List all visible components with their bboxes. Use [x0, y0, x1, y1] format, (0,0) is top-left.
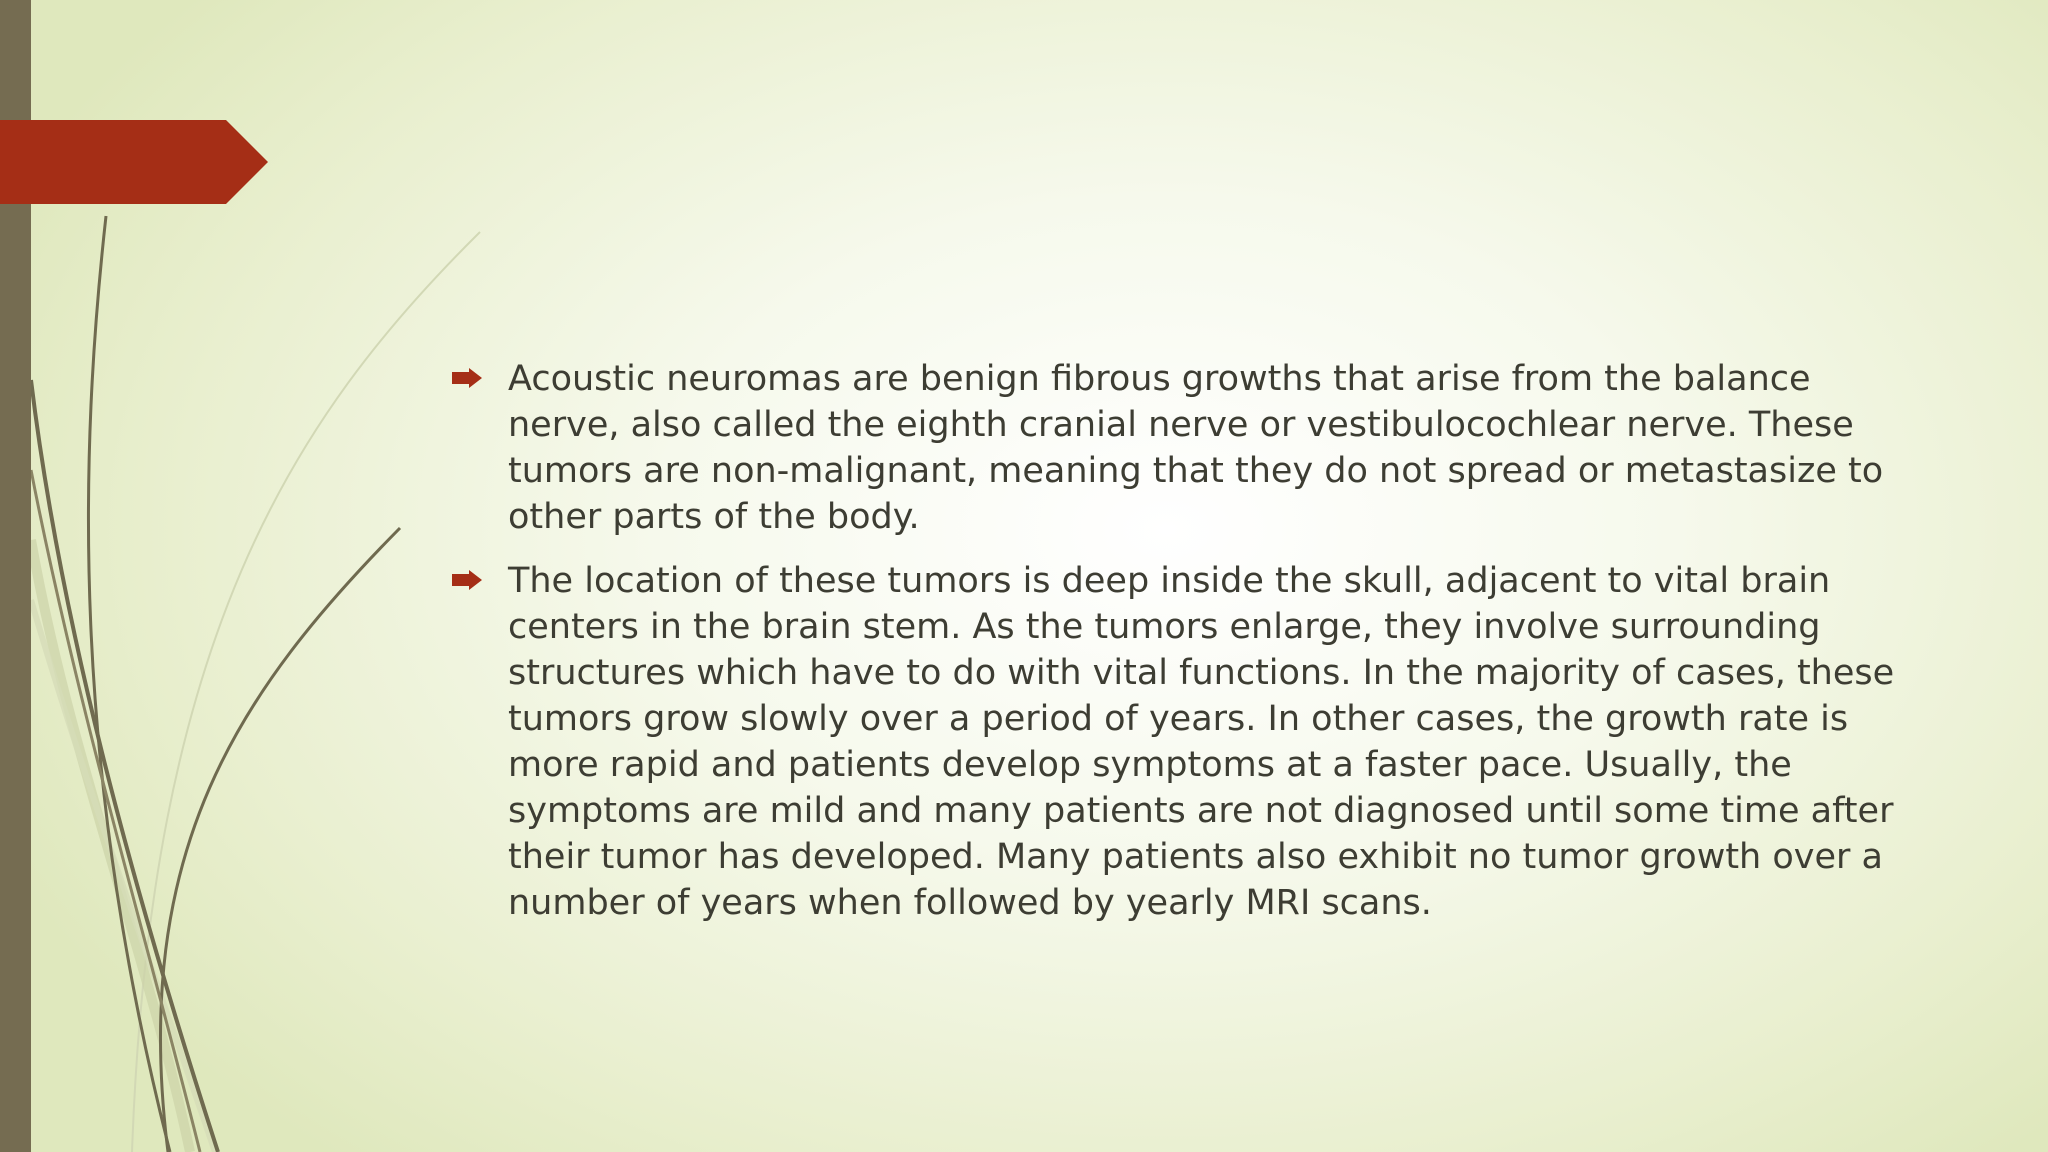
bullet-item [452, 356, 1922, 540]
bullet-item [452, 558, 1922, 926]
arrow-right-bullet-icon [452, 368, 482, 388]
bullet-text: The location of these tumors is deep inside the skull, adjacent to vital brain centers in the brain stem. As the tumors enlarge, they involve surrounding structures which have to do with vital functions. In the majority of cases, these tumors grow slowly over a period of years. In other cases, the growth rate is more rapid and patients develop symptoms at a faster pace. Usually, the symptoms are mild and many patients are not diagnosed until some time after their tumor has developed. Many patients also exhibit no tumor growth over a number of years when followed by yearly MRI scans. [508, 561, 1895, 923]
bullet-text: Acoustic neuromas are benign fibrous growths that arise from the balance nerve, also called the eighth cranial nerve or vestibulocochlear nerve. These tumors are non-malignant, meaning that they do not spread or metastasize to other parts of the body. [508, 359, 1884, 537]
arrow-right-bullet-icon [452, 570, 482, 590]
left-sidebar-bar [0, 0, 31, 1152]
bullet-list [452, 356, 1922, 944]
